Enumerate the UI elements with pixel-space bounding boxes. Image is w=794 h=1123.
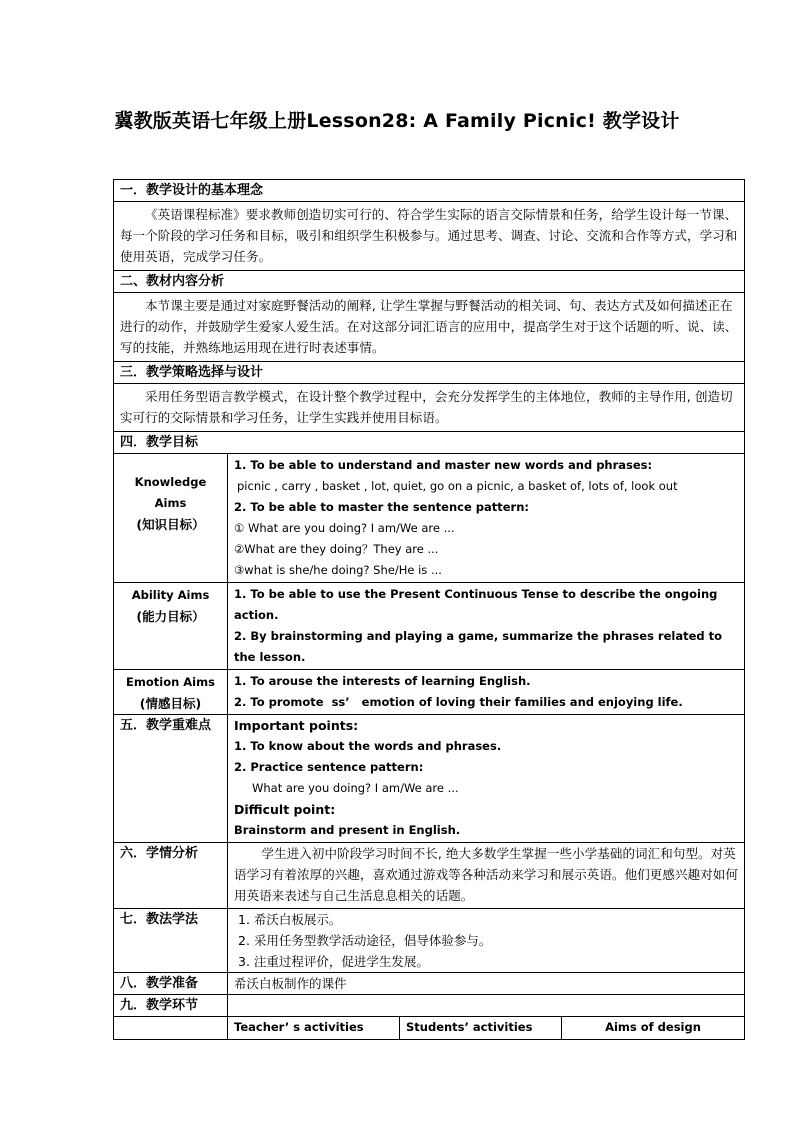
emotion-aims-label [114,670,228,715]
section-4-heading: 四．教学目标 [114,432,745,454]
section-5-heading: 五．教学重难点 [114,715,228,843]
method-2: 2. 采用任务型教学活动途径，倡导体验参与。 [238,933,492,948]
section-8-heading: 八．教学准备 [114,973,228,995]
method-1: 1. 希沃白板展示。 [238,912,342,927]
important-points-heading: Important points: [234,718,359,733]
knowledge-line-6: ③what is she/he doing? She/He is ... [234,563,442,577]
knowledge-aims-label [114,454,228,583]
section-8-text: 希沃白板制作的课件 [228,973,745,995]
ability-aims-label-en: Ability Aims [131,588,210,602]
section-9-heading: 九．教学环节 [114,995,228,1017]
emotion-aims-row [114,670,745,715]
important-point-2: 2. Practice sentence pattern: [234,760,424,774]
section-1-body-row [114,202,745,271]
knowledge-line-5: ②What are they doing？They are ... [234,542,439,556]
section-2-body-row [114,293,745,362]
section-7-content [228,909,745,973]
ability-line-2: 2. By brainstorming and playing a game, summarize the phrases related to the lesson. [234,629,723,664]
knowledge-aims-row [114,454,745,583]
section-5-content [228,715,745,843]
section-7-row [114,909,745,973]
ability-aims-label-cn: (能力目标） [136,609,205,624]
emotion-aims-label-en: Emotion Aims [126,675,215,689]
knowledge-line-4: ① What are you doing? I am/We are ... [234,521,455,535]
important-point-1: 1. To know about the words and phrases. [234,739,502,753]
emotion-aims-label-cn: (情感目标) [139,696,202,711]
section-3-text: 采用任务型语言教学模式，在设计整个教学过程中，会充分发挥学生的主体地位，教师的主导作用, 创造切实可行的交际情景和学习任务，让学生实践并使用目标语。 [114,384,745,432]
ability-aims-label [114,583,228,670]
section-6-text: 学生进入初中阶段学习时间不长, 绝大多数学生掌握一些小学基础的词汇和句型。对英语学习有着浓厚的兴趣，喜欢通过游戏等各种活动来学习和展示英语。他们更感兴趣对如何用英语来表述与自己生活息息相关的话题。 [228,843,745,909]
activities-header-blank [114,1017,228,1040]
section-1-heading-row [114,180,745,202]
activities-header-row [114,1017,745,1040]
section-9-blank [228,995,745,1017]
section-6-row [114,843,745,909]
knowledge-aims-label-en: Knowledge Aims [134,475,207,510]
section-2-heading: 二、教材内容分析 [114,271,745,293]
emotion-line-2: 2. To promote ss’ emotion of loving their families and enjoying life. [234,695,683,709]
section-5-row [114,715,745,843]
section-1-heading: 一．教学设计的基本理念 [114,180,745,202]
difficult-point-1: Brainstorm and present in English. [234,823,461,837]
section-6-heading: 六．学情分析 [114,843,228,909]
knowledge-aims-content [228,454,745,583]
ability-line-1: 1. To be able to use the Present Continuous Tense to describe the ongoing action. [234,587,718,622]
knowledge-aims-label-cn: (知识目标） [136,517,205,532]
lesson-plan-table [113,179,745,1040]
section-3-heading: 三．教学策略选择与设计 [114,362,745,384]
section-3-heading-row [114,362,745,384]
knowledge-line-2: picnic , carry , basket , lot, quiet, go on a picnic, a basket of, lots of, look out [237,479,678,493]
aims-of-design-header: Aims of design [562,1017,745,1040]
difficult-point-heading: Difficult point: [234,802,336,817]
students-activities-header: Students’ activities [400,1017,562,1040]
ability-aims-row [114,583,745,670]
page-title: 冀教版英语七年级上册Lesson28: A Family Picnic! 教学设计 [114,110,680,132]
section-1-text: 《英语课程标准》要求教师创造切实可行的、符合学生实际的语言交际情景和任务，给学生设计每一节课、每一个阶段的学习任务和目标，吸引和组织学生积极参与。通过思考、调查、讨论、交流和合作等方式，学习和使用英语，完成学习任务。 [114,202,745,271]
section-7-heading: 七．教法学法 [114,909,228,973]
knowledge-line-3: 2. To be able to master the sentence pattern: [234,500,529,514]
method-3: 3. 注重过程评价，促进学生发展。 [238,954,429,969]
ability-aims-content [228,583,745,670]
section-2-text: 本节课主要是通过对家庭野餐活动的阐释, 让学生掌握与野餐活动的相关词、句、表达方式及如何描述正在进行的动作，并鼓励学生爱家人爱生活。在对这部分词汇语言的应用中，提高学生对于这个话题的听、说、读、写的技能，并熟练地运用现在进行时表述事情。 [114,293,745,362]
important-point-2-example: What are you doing? I am/We are ... [252,781,459,795]
emotion-aims-content [228,670,745,715]
knowledge-line-1: 1. To be able to understand and master new words and phrases: [234,458,653,472]
section-4-heading-row [114,432,745,454]
section-2-heading-row [114,271,745,293]
section-9-heading-row [114,995,745,1017]
section-8-row [114,973,745,995]
teacher-activities-header: Teacher’ s activities [228,1017,400,1040]
emotion-line-1: 1. To arouse the interests of learning English. [234,674,531,688]
section-3-body-row [114,384,745,432]
